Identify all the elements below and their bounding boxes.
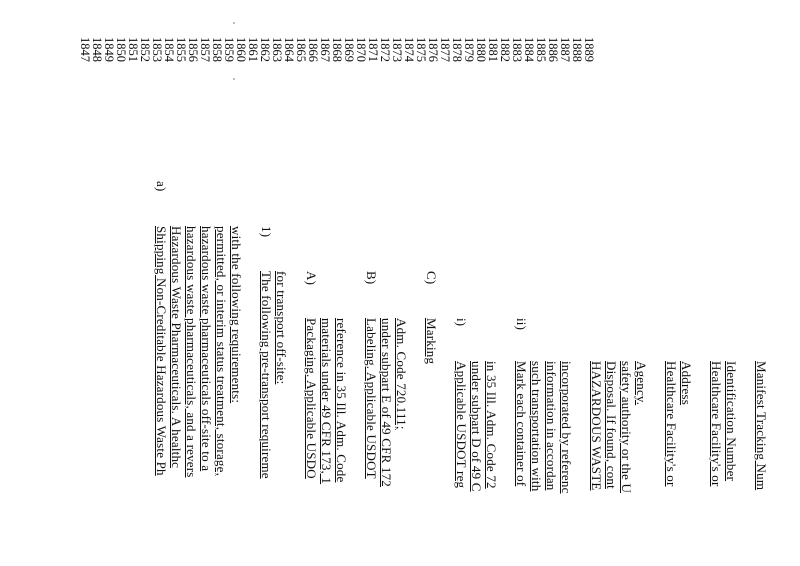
item-line: Applicable USDOT reg: [454, 361, 469, 489]
line-number: 1851: [126, 37, 140, 62]
field-label: Healthcare Facility's or: [664, 361, 679, 487]
line-number: 1865: [294, 37, 308, 62]
line-number: 1860: [234, 37, 248, 62]
item-line: such transportation with: [529, 361, 544, 492]
line-number: 1872: [378, 37, 392, 62]
list-marker-ii: ii): [514, 318, 529, 331]
line-number: 1876: [426, 37, 440, 62]
paragraph-line: Hazardous Waste Pharmaceuticals. A healthc: [169, 226, 184, 469]
item-line: information in accordan: [544, 361, 559, 491]
line-number: 1847: [78, 37, 92, 62]
line-number: 1853: [150, 37, 164, 62]
paragraph-line: with the following requirements:: [229, 226, 244, 404]
line-number: 1874: [402, 37, 416, 62]
hazardous-waste-notice: HAZARDOUS WASTE: [589, 361, 604, 491]
paragraph-line: hazardous waste pharmaceuticals, and a revers: [184, 226, 199, 478]
item-line: Packaging. Applicable USDO: [304, 318, 319, 479]
line-number: 1875: [414, 37, 428, 62]
line-number: 1883: [510, 37, 524, 62]
list-marker-i: i): [454, 318, 469, 327]
line-number: 1858: [210, 37, 224, 62]
item-line: Mark each container of: [514, 361, 529, 487]
line-number: 1866: [306, 37, 320, 62]
item-line: under subpart E of 49 CFR 172: [379, 318, 394, 488]
line-number: 1859: [222, 37, 236, 62]
line-number: 1852: [138, 37, 152, 62]
line-number: 1884: [522, 37, 536, 62]
line-number: 1879: [462, 37, 476, 62]
line-number: 1877: [438, 37, 452, 62]
line-number: 1882: [498, 37, 512, 62]
line-number: 1873: [390, 37, 404, 62]
paragraph-line: hazardous waste pharmaceuticals off-site to a: [199, 226, 214, 472]
paragraph-line: Shipping Non-Creditable Hazardous Waste Ph: [154, 226, 169, 476]
line-number: 1864: [282, 37, 296, 62]
list-marker-C: C): [424, 271, 439, 285]
line-number: 1885: [534, 37, 548, 62]
line-number: 1871: [366, 37, 380, 62]
line-number: 1848: [90, 37, 104, 62]
line-number: 1856: [186, 37, 200, 62]
list-marker-B: B): [364, 271, 379, 285]
item-line: for transport off-site:: [274, 271, 289, 385]
line-number: 1869: [342, 37, 356, 62]
line-number: 1857: [198, 37, 212, 62]
notice-line: Disposal. If found, cont: [604, 361, 619, 489]
line-number: 1868: [330, 37, 344, 62]
item-line: in 35 Ill. Adm. Code 72: [484, 361, 499, 489]
list-marker-A: A): [304, 271, 319, 286]
field-label: Address: [679, 361, 694, 406]
line-number: 1887: [558, 37, 572, 62]
item-line: Adm. Code 720.111;: [394, 318, 409, 430]
item-line: reference in 35 Ill. Adm. Code: [334, 318, 349, 483]
line-number: 1870: [354, 37, 368, 62]
item-line: incorporated by referenc: [559, 361, 574, 494]
line-number: 1880: [474, 37, 488, 62]
line-number: 1849: [102, 37, 116, 62]
line-number: 1855: [174, 37, 188, 62]
line-number: 1886: [546, 37, 560, 62]
line-number: 1863: [270, 37, 284, 62]
item-line: under subpart D of 49 C: [469, 361, 484, 492]
line-number: 1889: [582, 37, 596, 62]
item-line: The following pre-transport requireme: [259, 271, 274, 479]
line-number: 1854: [162, 37, 176, 62]
line-number: 1881: [486, 37, 500, 62]
field-label: Healthcare Facility's or: [709, 361, 724, 487]
line-number: 1867: [318, 37, 332, 62]
line-number: 1862: [258, 37, 272, 62]
notice-line: safety authority or the U: [619, 361, 634, 494]
marking-heading: Marking: [424, 318, 439, 365]
item-line: materials under 49 CFR 173, 1: [319, 318, 334, 485]
line-number: 1850: [114, 37, 128, 62]
field-label: Manifest Tracking Num: [754, 361, 769, 491]
list-marker-1: 1): [259, 226, 274, 238]
line-number: 1878: [450, 37, 464, 62]
notice-line: Agency.: [634, 361, 649, 406]
list-marker-a: a): [154, 181, 169, 192]
line-number: 1861: [246, 37, 260, 62]
line-number: 1888: [570, 37, 584, 62]
field-label: Identification Number: [724, 361, 739, 482]
item-line: Labeling. Applicable USDOT: [364, 318, 379, 479]
paragraph-line: permitted, or interim status treatment, storage,: [214, 226, 229, 477]
